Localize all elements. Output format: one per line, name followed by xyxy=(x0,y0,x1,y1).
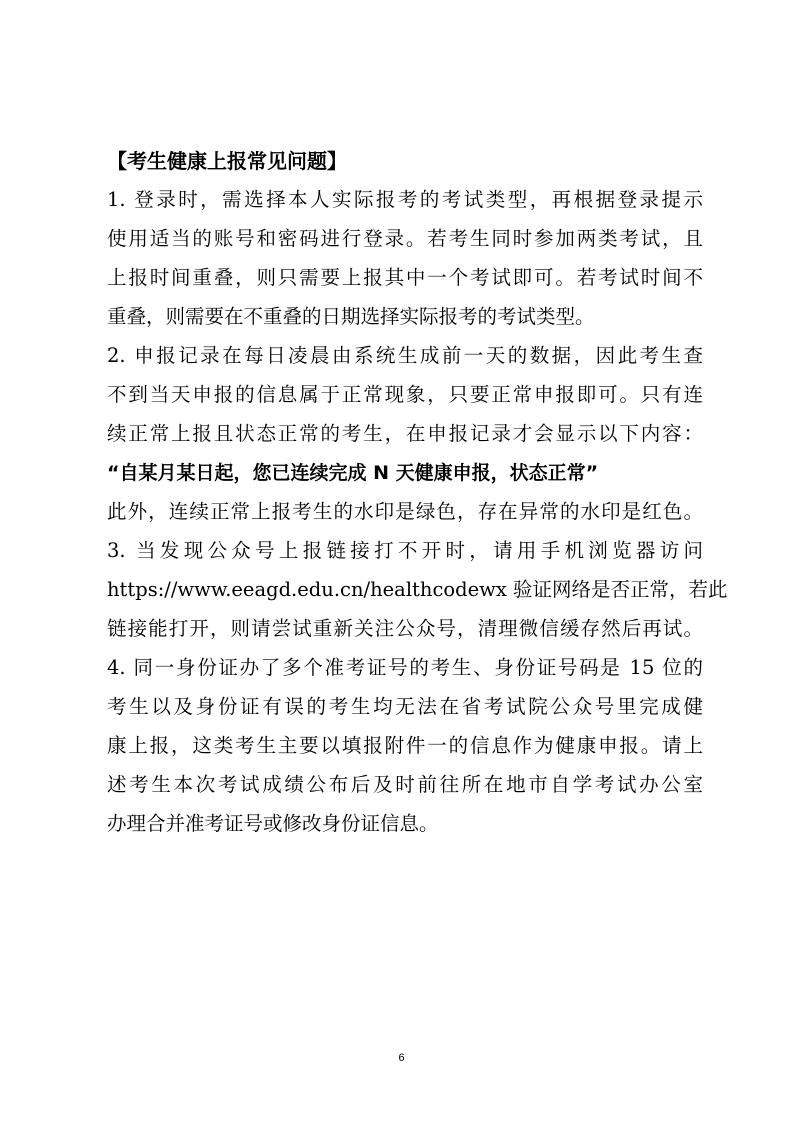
paragraph-line: 链接能打开，则请尝试重新关注公众号，清理微信缓存然后再试。 xyxy=(107,617,703,640)
paragraph-line: 续正常上报且状态正常的考生，在申报记录才会显示以下内容： xyxy=(107,422,703,445)
paragraph-line: 述考生本次考试成绩公布后及时前往所在地市自学考试办公室 xyxy=(107,773,703,796)
document-content xyxy=(107,147,728,849)
paragraph-line: 重叠，则需要在不重叠的日期选择实际报考的考试类型。 xyxy=(107,305,595,328)
url-line: https://www.eeagd.edu.cn/healthcodewx 验证网络是否正常，若此 xyxy=(107,578,728,601)
paragraph-line: 4. 同一身份证办了多个准考证号的考生、身份证号码是 15 位的 xyxy=(107,656,703,679)
paragraph-line: 使用适当的账号和密码进行登录。若考生同时参加两类考试，且 xyxy=(107,227,703,250)
paragraph-line: 不到当天申报的信息属于正常现象，只要正常申报即可。只有连 xyxy=(107,383,703,406)
section-title: 【考生健康上报常见问题】 xyxy=(107,149,347,173)
page-number: 6 xyxy=(398,1052,405,1064)
paragraph-line: 此外，连续正常上报考生的水印是绿色，存在异常的水印是红色。 xyxy=(107,500,703,523)
paragraph-line: 康上报，这类考生主要以填报附件一的信息作为健康申报。请上 xyxy=(107,734,703,757)
highlighted-status-text: “自某月某日起，您已连续完成 N 天健康申报，状态正常” xyxy=(107,462,599,484)
paragraph-line: 1. 登录时，需选择本人实际报考的考试类型，再根据登录提示 xyxy=(107,188,703,211)
paragraph-line: 考生以及身份证有误的考生均无法在省考试院公众号里完成健 xyxy=(107,695,703,718)
paragraph-line: 3. 当发现公众号上报链接打不开时，请用手机浏览器访问 xyxy=(107,539,703,562)
paragraph-line: 办理合并准考证号或修改身份证信息。 xyxy=(107,812,439,835)
paragraph-line: 上报时间重叠，则只需要上报其中一个考试即可。若考试时间不 xyxy=(107,266,703,289)
paragraph-line: 2. 申报记录在每日凌晨由系统生成前一天的数据，因此考生查 xyxy=(107,344,703,367)
